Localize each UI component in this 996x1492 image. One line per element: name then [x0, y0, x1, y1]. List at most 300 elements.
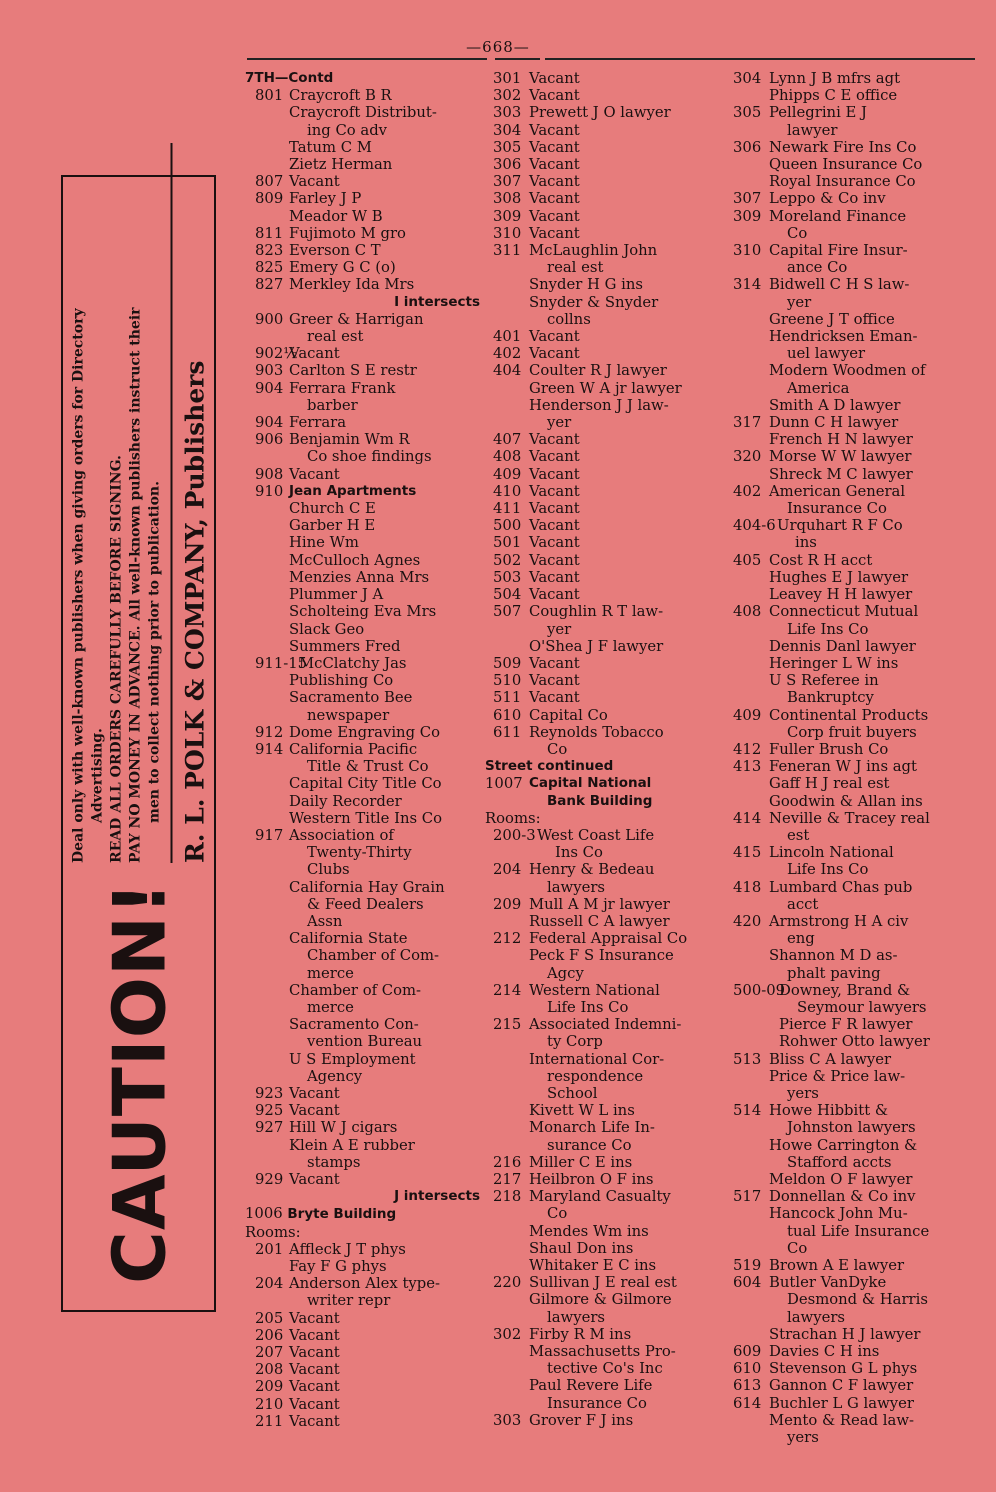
directory-entry [485, 1326, 720, 1412]
listing-line: merce [307, 998, 354, 1016]
directory-entry [245, 1275, 480, 1309]
street-number: 418 [733, 878, 762, 896]
listing-line: Meador W B [289, 207, 383, 225]
listing-line: Bankruptcy [787, 689, 874, 707]
occupant-list [289, 311, 480, 345]
listing-line: Corp fruit buyers [787, 723, 917, 741]
listing-line: Firby R M ins [529, 1325, 632, 1343]
street-number: 807 [255, 173, 284, 191]
directory-entry [245, 1396, 480, 1413]
street-number: 408 [733, 603, 762, 621]
directory-entry [485, 827, 720, 861]
listing-line: Vacant [529, 689, 580, 707]
listing-line: Vacant [529, 87, 580, 105]
street-number: 809 [255, 190, 284, 208]
street-number: 811 [255, 224, 284, 242]
listing-line: Daily Recorder [289, 792, 402, 810]
occupant-list [289, 483, 480, 500]
occupant-list [529, 982, 720, 1016]
street-number: 314 [733, 276, 762, 294]
listing-line: Leavey H H lawyer [769, 586, 913, 604]
occupant-list [529, 122, 720, 139]
street-number: 407 [493, 431, 522, 449]
listing-line: collns [547, 310, 591, 328]
street-number: 908 [255, 465, 284, 483]
directory-entry [485, 156, 720, 173]
occupant-list [769, 1360, 980, 1377]
street-number: 414 [733, 809, 762, 827]
listing-line: U S Referee in [769, 672, 879, 690]
directory-entry [725, 104, 980, 138]
street-number: 409 [733, 706, 762, 724]
street-number: 306 [493, 156, 522, 174]
listing-line: Menzies Anna Mrs [289, 568, 430, 586]
listing-line: Hendricksen Eman- [769, 328, 918, 346]
directory-entry [245, 1102, 480, 1119]
occupant-list [289, 431, 480, 465]
occupant-list [529, 861, 720, 895]
listing-line: Butler VanDyke [769, 1274, 887, 1292]
street-number: 925 [255, 1102, 284, 1120]
directory-entry [725, 517, 980, 551]
directory-entry [725, 1257, 980, 1274]
street-number: 402 [493, 345, 522, 363]
directory-entry [725, 844, 980, 878]
listing-line: Monarch Life In- [529, 1119, 655, 1137]
directory-entry [485, 225, 720, 242]
occupant-list [529, 603, 720, 655]
directory-entry [725, 414, 980, 448]
directory-entry [725, 242, 980, 276]
street-number: 214 [493, 981, 522, 999]
listing-line: Vacant [529, 431, 580, 449]
occupant-list [769, 1188, 980, 1257]
directory-entry [245, 672, 480, 724]
listing-line: Johnston lawyers [787, 1119, 916, 1137]
listing-line: Brown A E lawyer [769, 1257, 905, 1275]
occupant-list [769, 190, 980, 207]
listing-line: Vacant [289, 173, 340, 191]
street-number: 411 [493, 500, 522, 518]
occupant-list [529, 345, 720, 362]
listing-line: Fay F G phys [289, 1258, 387, 1276]
caution-notice-line: men to collect nothing prior to publication. [145, 480, 162, 823]
street-number: 309 [493, 207, 522, 225]
occupant-list [289, 242, 480, 259]
directory-entry [725, 913, 980, 982]
listing-line: Insurance Co [787, 500, 887, 518]
directory-entry [725, 741, 980, 758]
directory-entry [245, 466, 480, 483]
occupant-list [289, 827, 480, 1085]
occupant-list [529, 173, 720, 190]
directory-entry [245, 1085, 480, 1102]
directory-entry [725, 139, 980, 191]
listing-line: Life Ins Co [787, 861, 869, 879]
street-number: 307 [733, 190, 762, 208]
occupant-list [289, 1241, 480, 1275]
listing-line: Capital National [529, 775, 652, 792]
occupant-list [529, 930, 720, 982]
listing-line: surance Co [547, 1136, 632, 1154]
listing-line: California State [289, 930, 408, 948]
listing-line: Co [787, 224, 808, 242]
directory-entry [725, 552, 980, 604]
street-number: 304 [493, 121, 522, 139]
directory-entry [485, 122, 720, 139]
listing-line: Vacant [289, 1378, 340, 1396]
listing-line: Hill W J cigars [289, 1119, 398, 1137]
listing-line: Association of [289, 826, 394, 844]
listing-line: Pierce F R lawyer [779, 1016, 913, 1034]
occupant-list [289, 1413, 480, 1430]
column-heading: 7TH—Contd [245, 70, 334, 86]
occupant-list [537, 827, 720, 861]
street-number: 413 [733, 758, 762, 776]
directory-entry [725, 982, 980, 1051]
occupant-list [529, 70, 720, 87]
street-number: 207 [255, 1344, 284, 1362]
listing-line: Sullivan J E real est [529, 1274, 677, 1292]
listing-line: Garber H E [289, 517, 376, 535]
listing-line: Associated Indemni- [529, 1016, 682, 1034]
directory-entry [245, 1361, 480, 1378]
street-number: 610 [493, 706, 522, 724]
header-rule-middle [495, 58, 540, 60]
directory-entry [245, 1378, 480, 1395]
listing-line: Capital City Title Co [289, 775, 442, 793]
occupant-list [529, 1326, 720, 1412]
listing-line: Vacant [529, 534, 580, 552]
listing-line: Price & Price law- [769, 1067, 906, 1085]
street-number: 927 [255, 1119, 284, 1137]
occupant-list [529, 655, 720, 672]
street-number: 317 [733, 414, 762, 432]
street-number: 320 [733, 448, 762, 466]
directory-entry [725, 879, 980, 913]
street-number: 902½ [255, 345, 298, 363]
listing-line: Ins Co [555, 844, 603, 862]
listing-line: respondence [547, 1067, 644, 1085]
header-rule-right [545, 58, 975, 60]
street-number [255, 672, 289, 724]
directory-entry [485, 1016, 720, 1154]
street-number: 218 [493, 1188, 522, 1206]
caution-notice-line: Deal only with well-known publishers when giving orders for Directory [69, 307, 86, 863]
listing-line: Vacant [529, 517, 580, 535]
intersects-label: I intersects [394, 293, 480, 310]
listing-line: Lincoln National [769, 844, 894, 862]
listing-line: Affleck J T phys [289, 1240, 406, 1258]
listing-line: Federal Appraisal Co [529, 930, 688, 948]
occupant-list [289, 380, 480, 414]
directory-entry [725, 1274, 980, 1343]
listing-line: real est [307, 328, 364, 346]
street-number: 303 [493, 104, 522, 122]
street-number: 309 [733, 207, 762, 225]
directory-entry [245, 1413, 480, 1430]
occupant-list [769, 483, 980, 517]
occupant-list [529, 208, 720, 225]
directory-entry [245, 1344, 480, 1361]
street-number: 502 [493, 551, 522, 569]
street-number: 410 [493, 482, 522, 500]
listing-line: Royal Insurance Co [769, 173, 916, 191]
listing-line: Dennis Danl lawyer [769, 637, 916, 655]
listing-line: Agcy [547, 964, 584, 982]
listing-line: Merkley Ida Mrs [289, 276, 415, 294]
occupant-list [769, 448, 980, 482]
street-number [255, 500, 289, 655]
occupant-list [289, 1310, 480, 1327]
listing-line: Capital Fire Insur- [769, 242, 908, 260]
directory-entry [485, 466, 720, 483]
occupant-list [289, 741, 480, 827]
intersects-label: J intersects [394, 1188, 480, 1205]
header-rule-left [247, 58, 487, 60]
occupant-list [769, 1257, 980, 1274]
occupant-list [529, 689, 720, 706]
street-number: 311 [493, 242, 522, 260]
listing-line: Church C E [289, 500, 376, 518]
directory-entry [245, 431, 480, 465]
occupant-list [529, 104, 720, 121]
listing-line: uel lawyer [787, 345, 866, 363]
occupant-list [289, 1085, 480, 1102]
directory-entry [485, 362, 720, 431]
occupant-list [529, 139, 720, 156]
directory-entry [485, 534, 720, 551]
street-number: 405 [733, 551, 762, 569]
listing-line: Urquhart R F Co [777, 517, 903, 535]
occupant-list [529, 586, 720, 603]
occupant-list [289, 466, 480, 483]
street-number: 511 [493, 689, 522, 707]
listing-line: Prewett J O lawyer [529, 104, 671, 122]
listing-line: Vacant [289, 465, 340, 483]
listing-line: Hancock John Mu- [769, 1205, 908, 1223]
listing-line: Howe Hibbitt & [769, 1102, 889, 1120]
occupant-list [529, 242, 720, 328]
listing-line: ty Corp [547, 1033, 603, 1051]
directory-entry [485, 861, 720, 895]
listing-line: Vacant [529, 121, 580, 139]
occupant-list [529, 466, 720, 483]
listing-line: Anderson Alex type- [289, 1275, 441, 1293]
street-number: 519 [733, 1257, 762, 1275]
listing-line: Morse W W lawyer [769, 448, 912, 466]
listing-line: Mento & Read law- [769, 1411, 914, 1429]
listing-line: Smith A D lawyer [769, 396, 901, 414]
listing-line: Davies C H ins [769, 1343, 880, 1361]
listing-line: lawyer [787, 121, 838, 139]
listing-line: lawyers [547, 1308, 606, 1326]
listing-line: Stafford accts [787, 1153, 892, 1171]
directory-entry [485, 242, 720, 328]
listing-line: French H N lawyer [769, 431, 913, 449]
listing-line: Hine Wm [289, 534, 359, 552]
occupant-list [289, 500, 480, 655]
street-number: 310 [493, 224, 522, 242]
occupant-list [769, 276, 980, 414]
street-number: 500 [493, 517, 522, 535]
street-number: 604 [733, 1274, 762, 1292]
occupant-list [769, 707, 980, 741]
listing-line: lawyers [547, 878, 606, 896]
directory-column-1 [245, 70, 480, 1430]
occupant-list [289, 724, 480, 741]
caution-notice-line: Advertising. [88, 727, 105, 823]
listing-line: Co [547, 1205, 568, 1223]
listing-line: Stevenson G L phys [769, 1360, 918, 1378]
listing-line: Craycroft B R [289, 87, 392, 105]
directory-entry [725, 1395, 980, 1447]
directory-entry [725, 810, 980, 844]
listing-line: yer [547, 620, 572, 638]
directory-entry [485, 173, 720, 190]
listing-line: America [787, 379, 850, 397]
listing-line: Seymour lawyers [797, 998, 927, 1016]
directory-entry [485, 1171, 720, 1188]
street-number: 517 [733, 1188, 762, 1206]
listing-line: Modern Woodmen of [769, 362, 926, 380]
occupant-list [529, 1016, 720, 1154]
listing-line: phalt paving [787, 964, 881, 982]
listing-line: Vacant [529, 551, 580, 569]
occupant-list [529, 569, 720, 586]
directory-entry [485, 896, 720, 930]
street-number: 509 [493, 654, 522, 672]
directory-entry [725, 1360, 980, 1377]
listing-line: Whitaker E C ins [529, 1257, 657, 1275]
caution-notice [69, 142, 164, 862]
listing-line: Vacant [289, 1344, 340, 1362]
occupant-list [769, 1377, 980, 1394]
directory-entry [245, 827, 480, 1085]
occupant-list [289, 1344, 480, 1361]
listing-line: Hughes E J lawyer [769, 568, 909, 586]
listing-line: Gaff H J real est [769, 775, 890, 793]
street-number: 911-15 [255, 654, 308, 672]
street-number: 209 [493, 895, 522, 913]
street-number: 302 [493, 87, 522, 105]
occupant-list [769, 844, 980, 878]
listing-line: Maryland Casualty [529, 1188, 671, 1206]
listing-line: Armstrong H A civ [769, 912, 909, 930]
street-number: 220 [493, 1274, 522, 1292]
directory-entry [245, 655, 480, 672]
listing-line: Vacant [529, 328, 580, 346]
street-number: 611 [493, 723, 522, 741]
listing-line: Scholteing Eva Mrs [289, 603, 437, 621]
listing-line: yer [787, 293, 812, 311]
occupant-list [529, 1412, 720, 1429]
street-number: 420 [733, 912, 762, 930]
listing-line: Co [787, 1239, 808, 1257]
street-number: 904 [255, 414, 284, 432]
listing-line: Sacramento Con- [289, 1016, 419, 1034]
directory-entry [245, 311, 480, 345]
street-number: 210 [255, 1395, 284, 1413]
occupant-list [769, 1274, 980, 1343]
street-number: 510 [493, 672, 522, 690]
directory-entry [485, 569, 720, 586]
listing-line: yer [547, 414, 572, 432]
street-number: 307 [493, 173, 522, 191]
street-number: 513 [733, 1050, 762, 1068]
occupant-list [289, 1361, 480, 1378]
listing-line: Fuller Brush Co [769, 740, 889, 758]
listing-line: Grover F J ins [529, 1411, 634, 1429]
street-number: 504 [493, 586, 522, 604]
street-number: 408 [493, 448, 522, 466]
occupant-list [769, 1051, 980, 1103]
listing-line: Bank Building [547, 792, 653, 809]
directory-entry [245, 87, 480, 173]
occupant-list [769, 1102, 980, 1188]
directory-entry [485, 139, 720, 156]
listing-line: yers [787, 1084, 819, 1102]
street-number: 304 [733, 70, 762, 87]
street-number: 503 [493, 568, 522, 586]
occupant-list [289, 1102, 480, 1119]
directory-entry [245, 225, 480, 242]
listing-line: McLaughlin John [529, 242, 658, 260]
listing-line: Rohwer Otto lawyer [779, 1033, 930, 1051]
directory-entry [485, 672, 720, 689]
occupant-list [289, 345, 480, 362]
building-entry [245, 1205, 480, 1223]
listing-line: Fujimoto M gro [289, 224, 406, 242]
page-number: —668— [466, 38, 530, 56]
street-number: 1006 [245, 1205, 288, 1223]
directory-entry [485, 517, 720, 534]
listing-line: Vacant [529, 448, 580, 466]
publisher-name: R. L. POLK & COMPANY, Publishers [179, 359, 209, 863]
directory-entry [485, 1412, 720, 1429]
listing-line: Western Title Ins Co [289, 809, 443, 827]
listing-line: Vacant [289, 1084, 340, 1102]
directory-entry [245, 1310, 480, 1327]
street-number: 923 [255, 1084, 284, 1102]
occupant-list [289, 276, 480, 293]
street-number: 500-09 [733, 981, 786, 999]
occupant-list [769, 208, 980, 242]
street-number: 904 [255, 379, 284, 397]
street-number: 914 [255, 740, 284, 758]
listing-line: American General [769, 482, 906, 500]
directory-entry [725, 1377, 980, 1394]
street-number: 917 [255, 826, 284, 844]
directory-entry [725, 190, 980, 207]
street-number: 217 [493, 1171, 522, 1188]
listing-line: Henderson J J law- [529, 396, 669, 414]
listing-line: Peck F S Insurance [529, 947, 674, 965]
street-number: 825 [255, 259, 284, 277]
listing-line: Vacant [529, 207, 580, 225]
listing-line: Massachusetts Pro- [529, 1343, 676, 1361]
street-number: 412 [733, 740, 762, 758]
occupant-list [289, 1119, 480, 1171]
directory-entry [485, 930, 720, 982]
listing-line: Moreland Finance [769, 207, 907, 225]
directory-entry [485, 1154, 720, 1171]
directory-entry [485, 552, 720, 569]
street-number: 208 [255, 1361, 284, 1379]
listing-line: Ferrara [289, 414, 347, 432]
street-number: 900 [255, 310, 284, 328]
building-entry [485, 775, 720, 809]
